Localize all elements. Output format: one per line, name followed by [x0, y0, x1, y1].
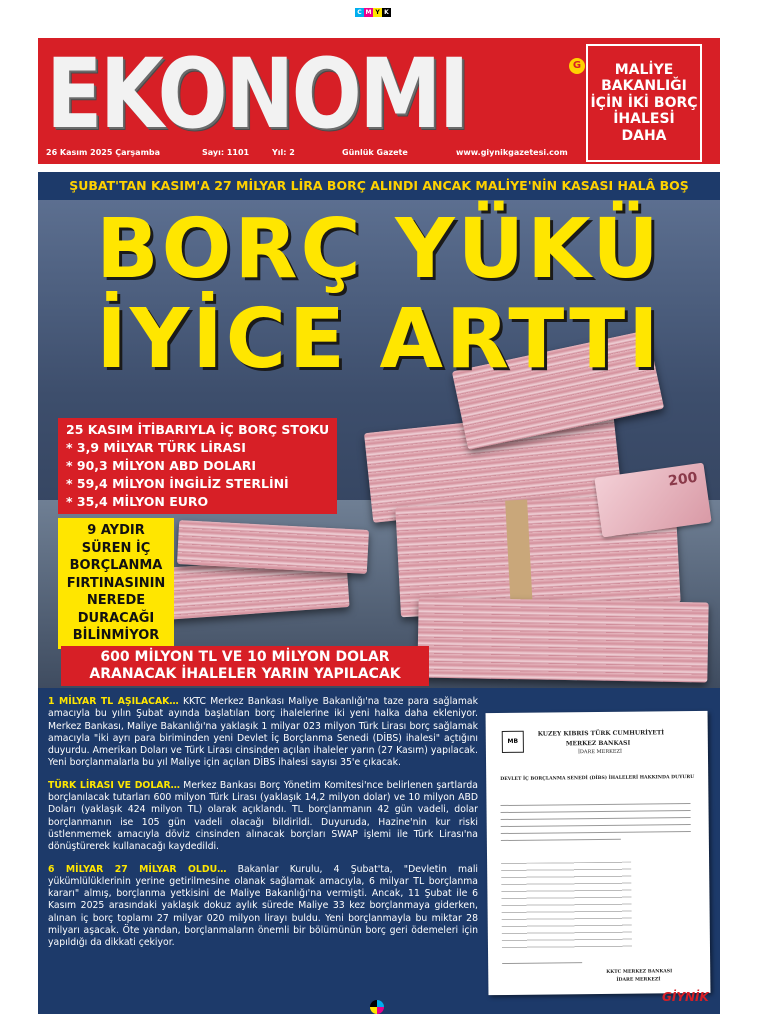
auction-banner-line-2: ARANACAK İHALELER YARIN YAPILACAK	[89, 666, 401, 682]
issue-number: Sayı: 1101	[202, 148, 250, 157]
paper-type: Günlük Gazete	[342, 148, 408, 157]
article-area	[38, 688, 720, 1014]
doc-signature-1: KKTC MERKEZ BANKASI	[606, 969, 673, 975]
paragraph-lead: 1 MİLYAR TL AŞILACAK…	[48, 696, 179, 707]
cmyk-marks	[355, 8, 391, 17]
paragraph-text: Bakanlar Kurulu, 4 Şubat'ta, "Devletin mali yükümlülüklerinin yerine getirilmesine olanak sağlamak amacıyla, 6 milyar TL borçlanma kararı" almış, borçlanma yetkisini de Maliye Bakanlığı'na vermişti. Ancak, 11 Şubat ile 6 Kasım 2025 arasındaki yaklaşık dokuz aylık sürede Maliye 33 kez borçlanmaya giderken, alınan iç borç toplamı 27 milyar 020 milyon lirayı buldu. Yeni borçlanmayla bu miktar 28 milyarı aşacak. Öte yandan, borçlanmaların önemli bir bölümünün borç geri ödemeleri için yapıldığı da dikkati çekiyor.	[48, 863, 478, 949]
article-column	[48, 696, 478, 960]
auction-banner	[61, 646, 429, 686]
debt-item: * 3,9 MİLYAR TÜRK LİRASI	[66, 440, 246, 455]
doc-title: DEVLET İÇ BORÇLANMA SENEDİ (DİBS) İHALELERİ HAKKINDA DUYURU	[500, 774, 695, 783]
headline-line-2: İYİCE ARTTI	[96, 292, 662, 387]
issue-date: 26 Kasım 2025 Çarşamba	[46, 148, 161, 157]
doc-signature-2: İDARE MERKEZİ	[616, 977, 661, 983]
paragraph-text: KKTC Merkez Bankası Maliye Bakanlığı'na taze para sağlamak amacıyla bu yılın Şubat ayında başlatılan borç ihalelerine iki yeni halka daha ekleniyor. Merkez Bankası, Maliye Bakanlığı'na yaklaşık 1 milyar 023 milyon Türk Lirası borç sağlamak amacıyla "iki ayrı para biriminden yeni Devlet İç Borçlanma Senedi (DİBS) ihalesi" açtığını duyurdu. Amerikan Doları ve Türk Lirası cinsinden açılan ihaleler yarın (27 Kasım) yapılacak. Yeni borçlanmalarla bu yıl Maliye için açılan DİBS ihalesi sayısı 35'e çıkacak.	[48, 696, 478, 769]
headline-line-1: BORÇ YÜKÜ	[96, 202, 662, 297]
doc-line	[502, 962, 582, 964]
money-stack	[417, 597, 708, 682]
cmyk-y: Y	[373, 8, 382, 17]
teaser-box	[586, 44, 702, 162]
article-paragraph	[48, 780, 478, 854]
doc-line	[501, 810, 691, 813]
doc-line	[501, 824, 691, 827]
article-paragraph	[48, 696, 478, 770]
doc-header-2: MERKEZ BANKASI	[565, 739, 631, 748]
paragraph-lead: 6 MİLYAR 27 MİLYAR OLDU…	[48, 863, 227, 875]
announcement-document	[486, 711, 711, 995]
paragraph-text: Merkez Bankası Borç Yönetim Komitesi'nce belirlenen şartlarda borçlanılacak tutarları 600 milyon Türk Lirası (yaklaşık 14,2 milyon dolar) ve 10 milyon ABD Doları (yaklaşık 424 milyon TL) olarak açıklandı. TL borçlanmanın 42 gün vadeli, dolar borçlanmanın ise 105 gün vadeli olacağı bildirildi. Duyuruda, Hazine'nin kur riski üstlenmemek amacıyla döviz cinsinden alınacak borçları SWAP işlemi ile Türk Lirası'na dönüştürerek kullanacağı kaydedildi.	[48, 779, 478, 853]
bank-logo-icon: MB	[502, 731, 524, 753]
teaser-text: MALİYE BAKANLIĞI İÇİN İKİ BORÇ İHALESİ DAHA	[590, 61, 698, 144]
website-link[interactable]: www.giynikgazetesi.com	[456, 148, 568, 157]
hero	[38, 200, 720, 688]
footer-brand: GİYNİK	[662, 990, 709, 1004]
article-paragraph	[48, 864, 478, 950]
kicker-headline: ŞUBAT'TAN KASIM'A 27 MİLYAR LİRA BORÇ ALINDI ANCAK MALİYE'NİN KASASI HALÂ BOŞ	[38, 172, 720, 200]
side-note-text: 9 AYDIR SÜREN İÇ BORÇLANMA FIRTINASININ NEREDE DURACAĞI BİLİNMİYOR	[66, 523, 166, 643]
paragraph-lead: TÜRK LİRASI VE DOLAR…	[48, 779, 180, 791]
doc-header-3: İDARE MERKEZİ	[577, 748, 622, 756]
brand-badge-icon: G	[569, 58, 585, 74]
registration-mark-icon	[370, 1000, 384, 1014]
debt-item: * 59,4 MİLYON İNGİLİZ STERLİNİ	[66, 476, 289, 491]
masthead-title: EKONOMI	[46, 38, 467, 150]
cmyk-c: C	[355, 8, 364, 17]
doc-header-1: KUZEY KIBRIS TÜRK CUMHURİYETİ	[537, 729, 665, 738]
doc-line	[500, 803, 690, 806]
debt-item: * 35,4 MİLYON EURO	[66, 494, 209, 509]
doc-line	[501, 817, 691, 820]
issue-year: Yıl: 2	[272, 148, 295, 157]
debt-stock-title: 25 KASIM İTİBARIYLA İÇ BORÇ STOKU	[66, 422, 330, 437]
banknote-value: 200	[667, 469, 699, 490]
doc-table	[501, 862, 632, 953]
cmyk-m: M	[365, 9, 372, 16]
side-note-box	[58, 518, 174, 649]
cmyk-k: K	[382, 8, 391, 17]
auction-banner-line-1: 600 MİLYON TL VE 10 MİLYON DOLAR	[100, 649, 390, 665]
debt-item: * 90,3 MİLYON ABD DOLARI	[66, 458, 257, 473]
doc-line	[501, 839, 621, 842]
doc-line	[501, 831, 691, 834]
debt-stock-box	[58, 418, 337, 514]
